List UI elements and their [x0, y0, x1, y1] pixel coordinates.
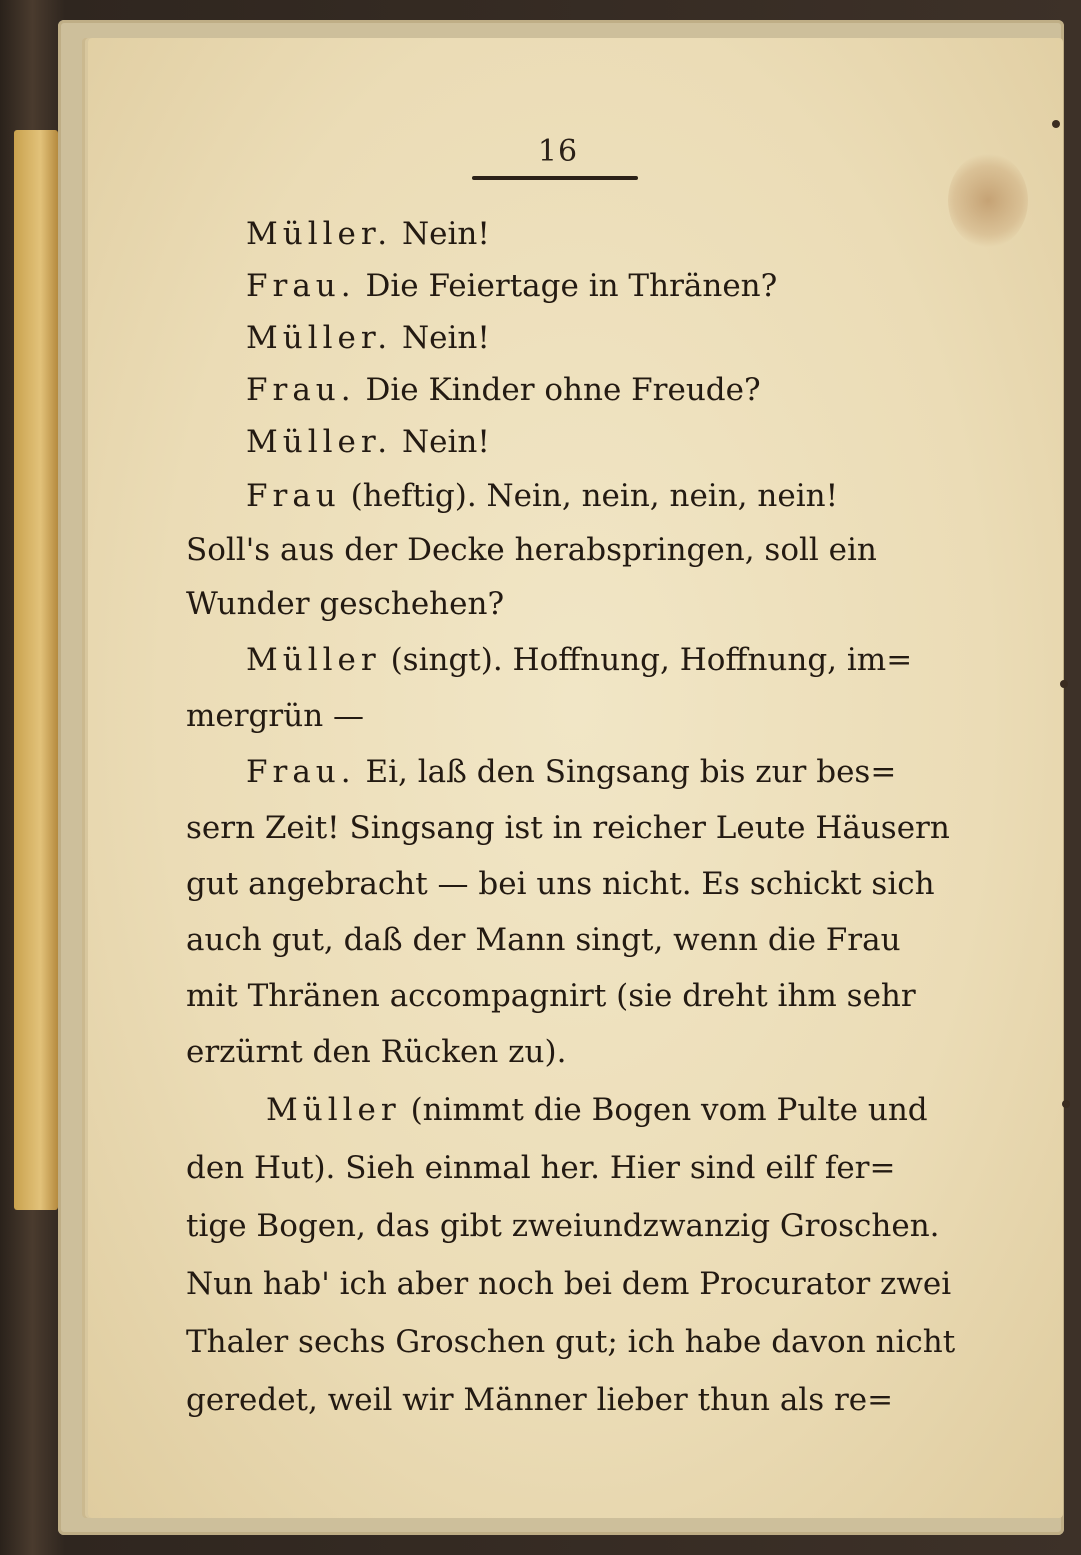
foxing-stain — [948, 153, 1028, 248]
line-text: tige Bogen, das gibt zweiundzwanzig Groschen. — [186, 1208, 940, 1244]
line-text: Soll's aus der Decke herabspringen, soll ein — [186, 532, 877, 568]
line-text: geredet, weil wir Männer lieber thun als re= — [186, 1382, 894, 1418]
text-line — [186, 922, 901, 958]
text-line — [246, 424, 490, 460]
line-text: erzürnt den Rücken zu). — [186, 1034, 567, 1070]
edge-mark — [1062, 1100, 1070, 1108]
line-text: mergrün — — [186, 698, 365, 734]
line-text: Die Feiertage in Thränen? — [365, 268, 778, 304]
text-line — [186, 866, 935, 902]
line-text: Wunder geschehen? — [186, 586, 505, 622]
text-line — [186, 978, 916, 1014]
speaker: Müller. — [246, 424, 393, 460]
text-line — [246, 372, 761, 408]
line-text: den Hut). Sieh einmal her. Hier sind eilf fer= — [186, 1150, 896, 1186]
speaker: Müller — [246, 642, 381, 678]
text-line — [186, 698, 364, 734]
text-line — [186, 1266, 951, 1302]
edge-mark — [1060, 680, 1068, 688]
line-text: Nein! — [402, 320, 490, 356]
text-line — [246, 268, 777, 304]
line-text: auch gut, daß der Mann singt, wenn die Frau — [186, 922, 901, 958]
book-page — [88, 38, 1063, 1518]
line-text: Nun hab' ich aber noch bei dem Procurator zwei — [186, 1266, 952, 1302]
line-text: sern Zeit! Singsang ist in reicher Leute Häusern — [186, 810, 950, 846]
text-line — [186, 1382, 893, 1418]
header-rule — [472, 176, 638, 180]
text-line — [186, 1208, 940, 1244]
text-line — [186, 586, 504, 622]
line-text: gut angebracht — bei uns nicht. Es schickt sich — [186, 866, 935, 902]
line-text: (nimmt die Bogen vom Pulte und — [410, 1092, 928, 1128]
text-line — [246, 320, 490, 356]
line-text: Thaler sechs Groschen gut; ich habe davon nicht — [186, 1324, 956, 1360]
text-line — [246, 216, 490, 252]
speaker: Frau. — [246, 268, 356, 304]
line-text: Nein! — [402, 424, 490, 460]
edge-mark — [1052, 120, 1060, 128]
line-text: mit Thränen accompagnirt (sie dreht ihm sehr — [186, 978, 916, 1014]
line-text: Nein! — [402, 216, 490, 252]
text-line — [246, 478, 838, 514]
page-number: 16 — [537, 134, 579, 169]
line-text: (heftig). Nein, nein, nein, nein! — [350, 478, 839, 514]
speaker: Frau — [246, 478, 341, 514]
line-text: Die Kinder ohne Freude? — [365, 372, 761, 408]
line-text: (singt). Hoffnung, Hoffnung, im= — [390, 642, 913, 678]
text-line — [266, 1092, 928, 1128]
text-line — [186, 1324, 955, 1360]
speaker: Müller. — [246, 216, 393, 252]
line-text: Ei, laß den Singsang bis zur bes= — [365, 754, 897, 790]
text-line — [246, 642, 912, 678]
speaker: Müller — [266, 1092, 401, 1128]
speaker: Müller. — [246, 320, 393, 356]
speaker: Frau. — [246, 372, 356, 408]
text-line — [186, 1150, 895, 1186]
text-line — [186, 1034, 566, 1070]
text-line — [186, 532, 877, 568]
spine-strip — [14, 130, 58, 1210]
speaker: Frau. — [246, 754, 356, 790]
text-line — [186, 810, 950, 846]
text-line — [246, 754, 896, 790]
